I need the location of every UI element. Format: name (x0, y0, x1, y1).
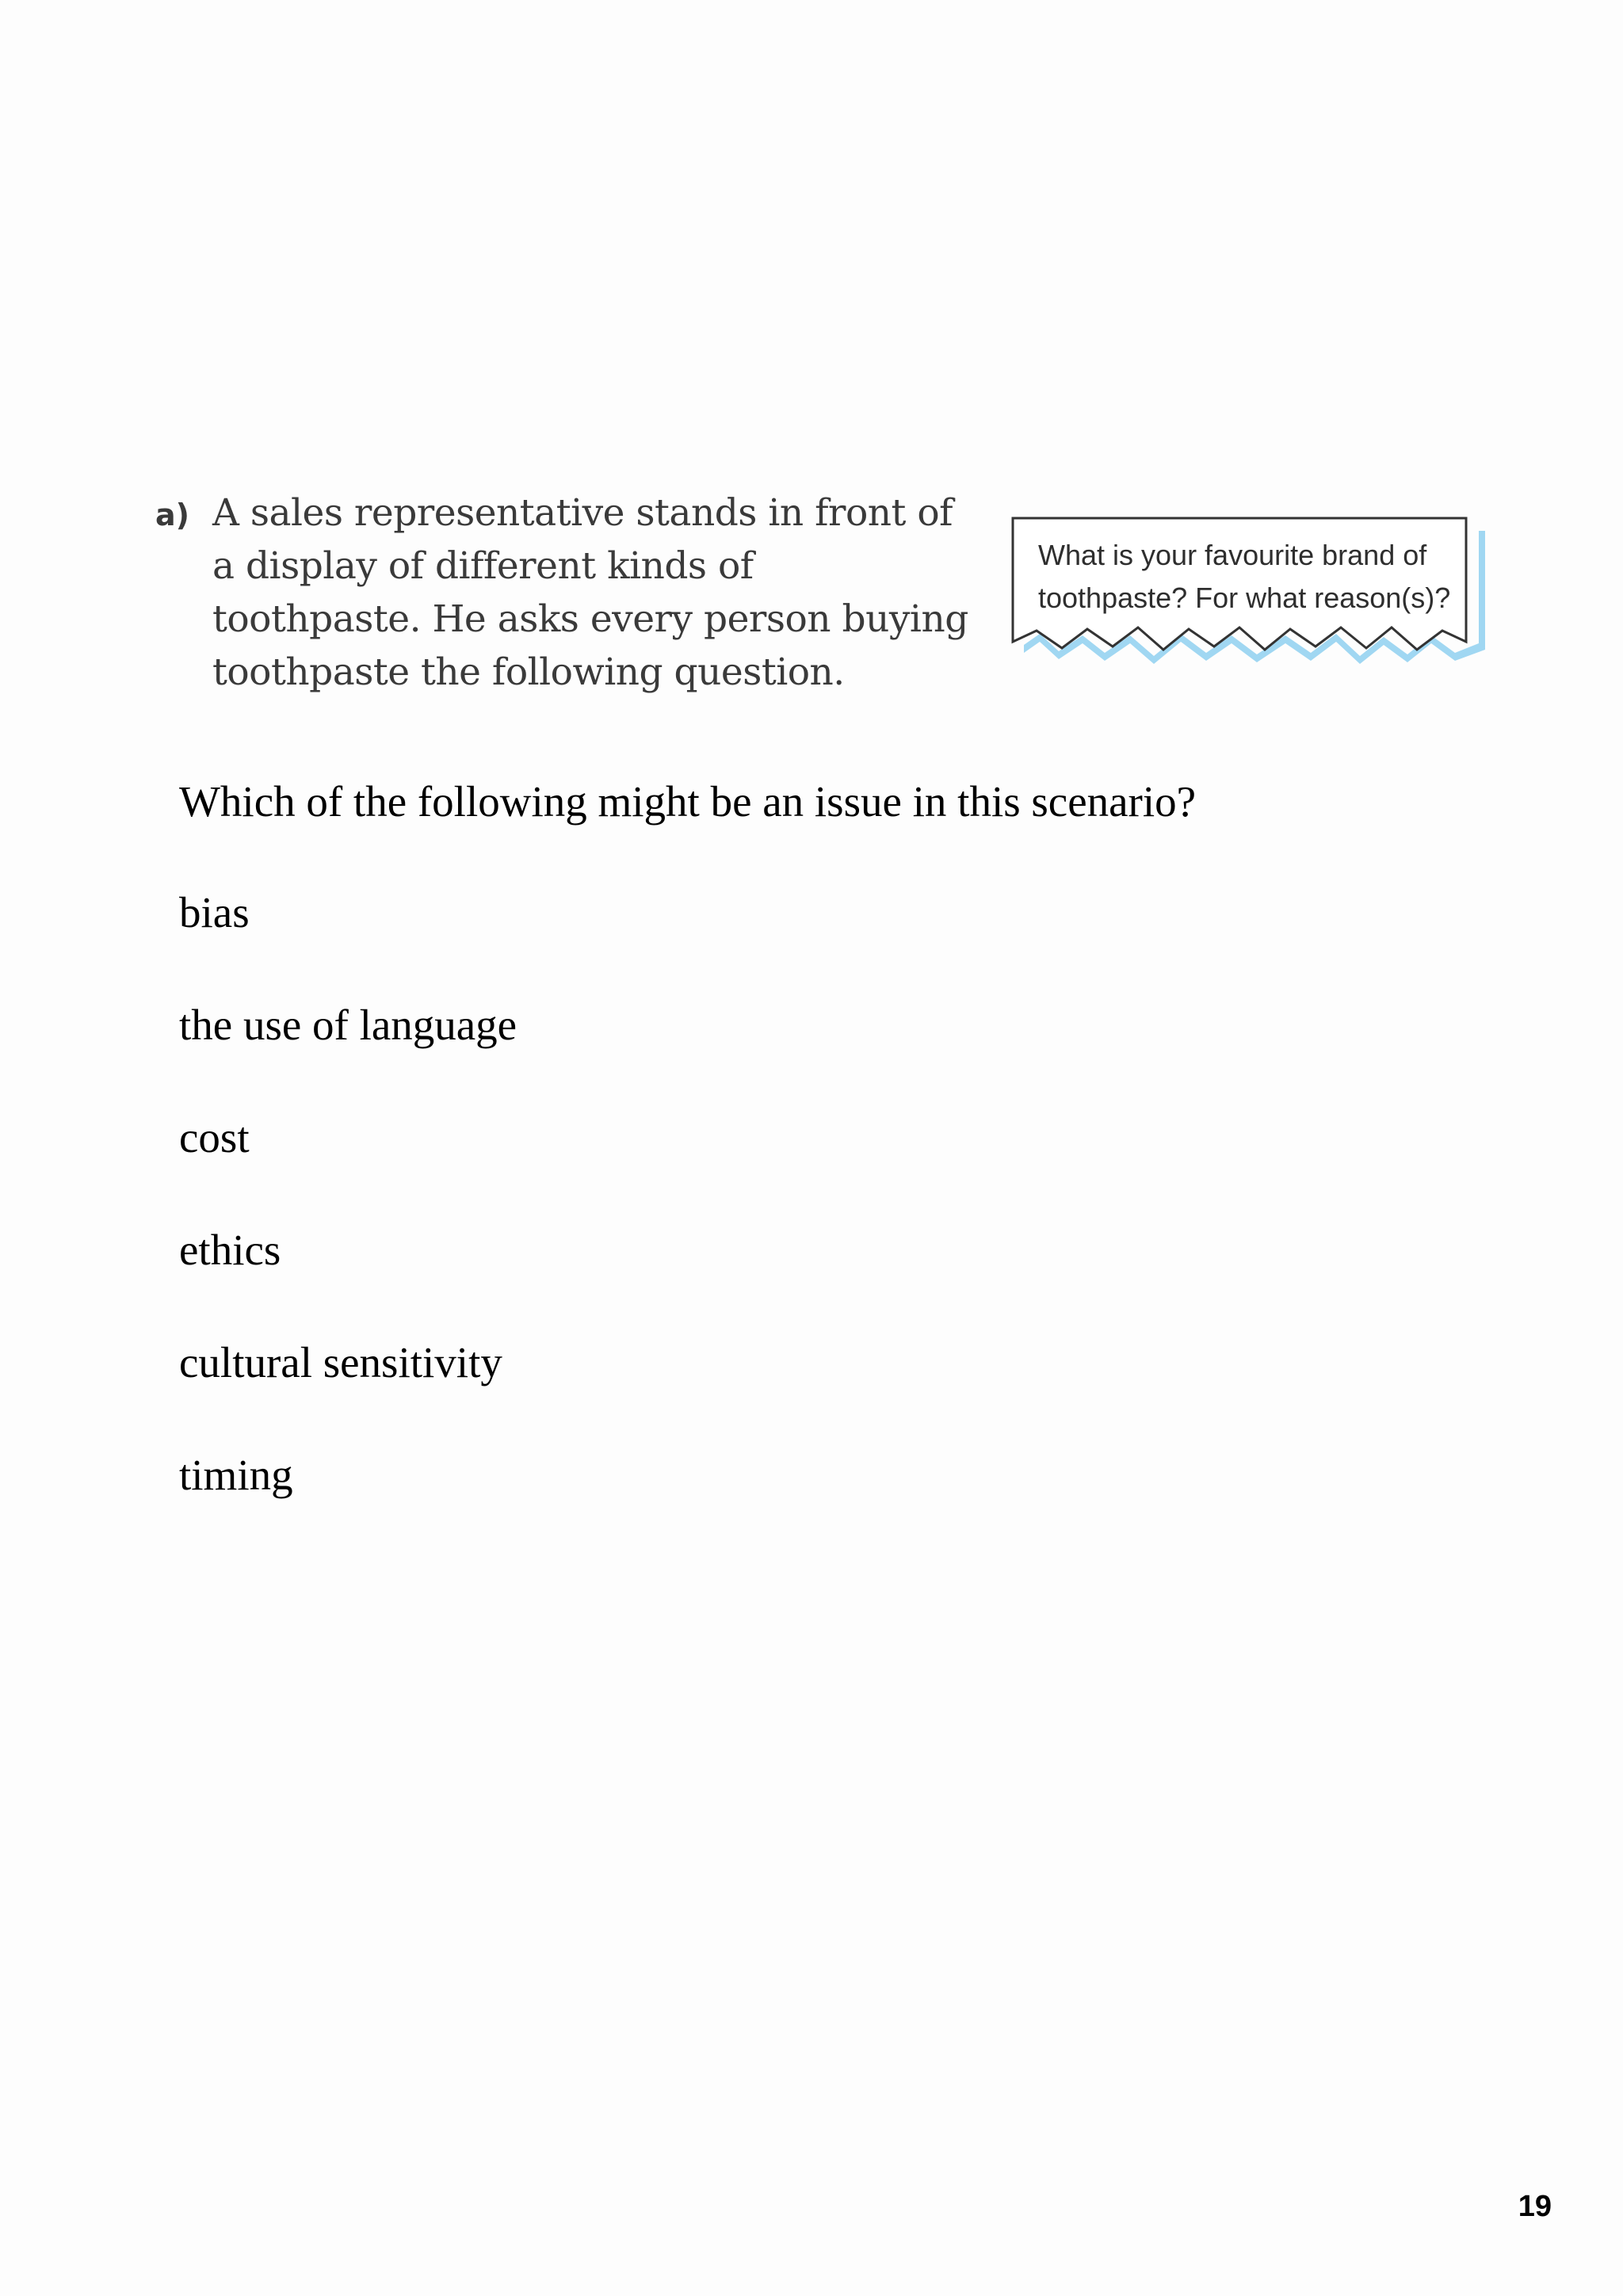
option-item[interactable]: cost (179, 1113, 250, 1161)
option-item[interactable]: ethics (179, 1226, 281, 1274)
option-item[interactable]: bias (179, 888, 250, 936)
option-item[interactable]: timing (179, 1451, 293, 1499)
option-item[interactable]: cultural sensitivity (179, 1338, 502, 1386)
speech-bubble-text: What is your favourite brand of toothpaste? For what reason(s)? (1038, 539, 1451, 614)
scenario-label: a) (155, 498, 190, 532)
speech-bubble (1011, 517, 1487, 683)
page-number: 19 (1518, 2190, 1552, 2223)
scenario-text: A sales representative stands in front of a display of different kinds of toothpaste. He asks every person buying toothpaste the following question. (212, 491, 968, 694)
option-item[interactable]: the use of language (179, 1001, 517, 1049)
options-list (179, 887, 517, 1562)
question-text: Which of the following might be an issue in this scenario? (179, 777, 1197, 826)
